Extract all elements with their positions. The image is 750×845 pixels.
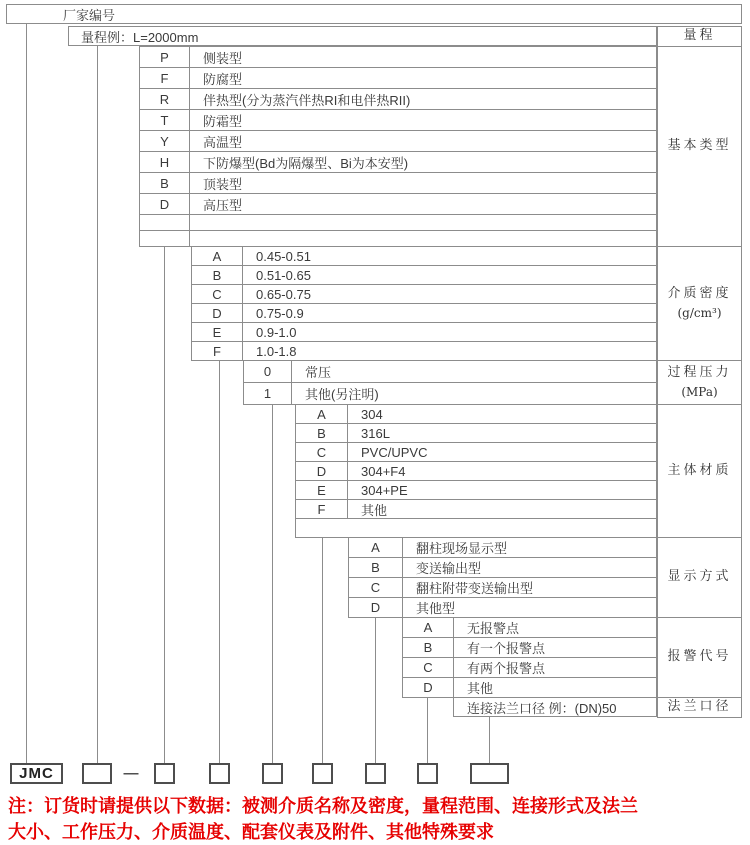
table-row: [295, 405, 657, 424]
desc-cell: 其他型: [416, 601, 456, 616]
table-row: [348, 598, 657, 618]
range-example-label: 量程例：L=2000mm: [81, 29, 199, 45]
table-row: [402, 618, 657, 638]
table-row: [402, 638, 657, 658]
code-cell: H: [140, 152, 190, 172]
code-cell: B: [140, 173, 190, 193]
code-cell: D: [403, 678, 454, 697]
code-cell: D: [349, 598, 403, 617]
connector-material: [322, 537, 323, 763]
code-cell: R: [140, 89, 190, 109]
connector-display: [375, 617, 376, 763]
desc-cell: 304: [361, 406, 383, 422]
category-density-label: 介质密度: [667, 286, 732, 302]
code-cell: A: [403, 618, 454, 637]
desc-cell: 顶装型: [203, 176, 243, 192]
alarm-table: [402, 617, 657, 698]
empty-row: [139, 231, 657, 247]
desc-cell: 304+F4: [361, 463, 406, 479]
code-cell: C: [192, 285, 243, 303]
category-pressure-label: 过程压力: [667, 365, 732, 381]
table-row: [295, 481, 657, 500]
desc-cell: 0.75-0.9: [256, 305, 304, 321]
code-box-density: [209, 763, 230, 784]
desc-cell: 0.51-0.65: [256, 267, 311, 283]
table-row: [243, 383, 657, 405]
desc-cell: 有一个报警点: [467, 641, 546, 656]
code-cell: A: [349, 538, 403, 557]
code-box-flange: [470, 763, 509, 784]
table-row: [191, 304, 657, 323]
table-row: [139, 173, 657, 194]
display-mode-table: [348, 537, 657, 618]
desc-cell: [190, 215, 656, 230]
code-cell: E: [192, 323, 243, 341]
desc-cell: 伴热型(分为蒸汽伴热RI和电伴热RII): [203, 92, 411, 108]
pressure-table: [243, 360, 657, 405]
desc-cell: 防霜型: [203, 113, 243, 129]
table-row: [295, 500, 657, 519]
table-row: [139, 110, 657, 131]
desc-cell: PVC/UPVC: [361, 444, 428, 460]
code-cell: 0: [244, 361, 292, 382]
code-cell: C: [296, 443, 348, 461]
category-pressure-unit: (MPa): [681, 385, 718, 400]
code-cell: C: [403, 658, 454, 677]
desc-cell: 0.45-0.51: [256, 248, 311, 264]
material-table: [295, 404, 657, 538]
desc-cell: 防腐型: [203, 71, 243, 87]
code-cell: F: [192, 342, 243, 360]
category-density-unit: (g/cm³): [677, 306, 722, 321]
desc-cell: [296, 519, 656, 537]
category-column: [657, 26, 742, 718]
code-cell: E: [296, 481, 348, 499]
table-row: [191, 342, 657, 361]
connector-pressure: [272, 404, 273, 763]
desc-cell: 无报警点: [467, 621, 520, 636]
code-cell: D: [192, 304, 243, 322]
category-alarm: 报警代号: [658, 618, 741, 698]
code-cell: B: [349, 558, 403, 577]
desc-cell: 常压: [305, 365, 332, 380]
code-box-range: [82, 763, 112, 784]
code-box-alarm: [417, 763, 438, 784]
connector-density: [219, 360, 220, 763]
table-row: [191, 285, 657, 304]
table-row: [348, 538, 657, 558]
desc-cell: 0.65-0.75: [256, 286, 311, 302]
code-cell: A: [296, 405, 348, 423]
code-cell: Y: [140, 131, 190, 151]
code-box-material: [312, 763, 333, 784]
connector-flange: [489, 717, 490, 763]
category-material: 主体材质: [658, 405, 741, 538]
table-row: [402, 658, 657, 678]
ordering-note-line1: 注：订货时请提供以下数据：被测介质名称及密度，量程范围、连接形式及法兰: [8, 796, 638, 816]
code-cell: F: [140, 68, 190, 88]
code-dash: —: [123, 765, 139, 782]
table-row: [191, 247, 657, 266]
code-cell: A: [192, 247, 243, 265]
desc-cell: 其他(另注明): [305, 387, 379, 402]
category-basic-type: 基本类型: [658, 47, 741, 247]
code-cell: B: [403, 638, 454, 657]
table-row: [402, 678, 657, 698]
density-table: [191, 246, 657, 361]
range-row: [68, 26, 657, 46]
code-box-basic-type: [154, 763, 175, 784]
table-row: [191, 323, 657, 342]
code-cell: B: [296, 424, 348, 442]
desc-cell: 0.9-1.0: [256, 324, 297, 340]
desc-cell: 翻柱附带变送输出型: [416, 581, 534, 596]
code-cell: B: [192, 266, 243, 284]
desc-cell: 其他: [361, 502, 388, 518]
table-row: [139, 47, 657, 68]
desc-cell: [190, 231, 656, 246]
code-cell: D: [140, 194, 190, 214]
connector-manufacturer: [26, 24, 27, 763]
empty-row: [295, 519, 657, 538]
empty-row: [139, 215, 657, 231]
category-density: [658, 247, 741, 361]
connector-range: [97, 46, 98, 763]
table-row: [348, 558, 657, 578]
code-cell: T: [140, 110, 190, 130]
desc-cell: 侧装型: [203, 50, 243, 66]
table-row: [139, 152, 657, 173]
ordering-note-line2: 大小、工作压力、介质温度、配套仪表及附件、其他特殊要求: [8, 822, 494, 842]
table-row: [348, 578, 657, 598]
code-cell: F: [296, 500, 348, 518]
table-row: [139, 89, 657, 110]
code-box-pressure: [262, 763, 283, 784]
table-row: [243, 361, 657, 383]
table-row: [139, 131, 657, 152]
desc-cell: 高温型: [203, 134, 243, 150]
desc-cell: 有两个报警点: [467, 661, 546, 676]
connector-basic-type: [164, 246, 165, 763]
desc-cell: 316L: [361, 425, 390, 441]
manufacturer-label: 厂家编号: [63, 7, 116, 23]
basic-type-table: [139, 46, 657, 247]
table-row: [295, 424, 657, 443]
code-cell: C: [349, 578, 403, 597]
table-row: [295, 443, 657, 462]
desc-cell: 304+PE: [361, 482, 408, 498]
code-cell: [140, 231, 190, 246]
table-row: [139, 68, 657, 89]
desc-cell: 高压型: [203, 197, 243, 213]
table-row: [139, 194, 657, 215]
category-range: 量程: [658, 27, 741, 47]
desc-cell: 1.0-1.8: [256, 343, 297, 359]
table-row: [191, 266, 657, 285]
desc-cell: 下防爆型(Bd为隔爆型、Bi为本安型): [203, 155, 409, 171]
desc-cell: 其他: [467, 681, 494, 696]
category-flange: 法兰口径: [667, 699, 732, 715]
code-cell: 1: [244, 383, 292, 404]
code-cell: P: [140, 47, 190, 67]
connector-alarm: [427, 697, 428, 763]
category-pressure: [658, 361, 741, 405]
desc-cell: 翻柱现场显示型: [416, 541, 508, 556]
manufacturer-row: [6, 4, 742, 24]
desc-cell: 变送输出型: [416, 561, 482, 576]
category-display: 显示方式: [658, 538, 741, 618]
table-row: [295, 462, 657, 481]
code-cell: D: [296, 462, 348, 480]
flange-desc: 连接法兰口径 例：(DN)50: [467, 700, 617, 716]
ordering-note: [8, 793, 746, 845]
code-box-display: [365, 763, 386, 784]
model-prefix-box: JMC: [10, 763, 63, 784]
flange-row: [453, 697, 657, 717]
code-cell: [140, 215, 190, 230]
